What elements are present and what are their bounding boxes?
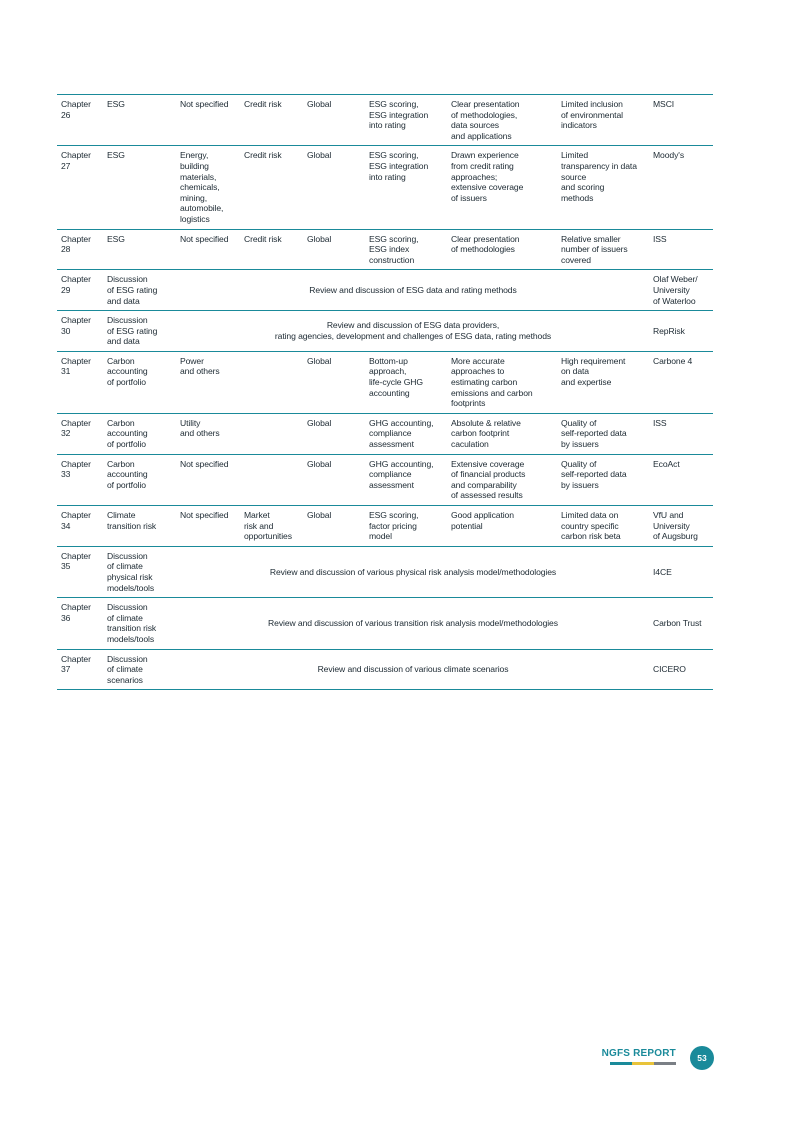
cell-provider: MSCI xyxy=(649,95,713,146)
cell-strength: Extensive coverage of financial products and comparability of assessed results xyxy=(447,454,557,505)
cell-geo: Global xyxy=(303,229,365,270)
cell-chapter: Chapter 30 xyxy=(57,311,103,352)
cell-provider: ISS xyxy=(649,413,713,454)
cell-chapter: Chapter 35 xyxy=(57,546,103,597)
cell-topic: Discussion of climate transition risk models/tools xyxy=(103,598,176,649)
cell-strength: Clear presentation of methodologies, data sources and applications xyxy=(447,95,557,146)
table-body xyxy=(57,95,713,690)
cell-weakness: Limited transparency in data source and scoring methods xyxy=(557,146,649,229)
cell-method: Bottom-up approach, life-cycle GHG accounting xyxy=(365,351,447,413)
cell-summary: Review and discussion of various climate scenarios xyxy=(176,649,649,690)
cell-chapter: Chapter 29 xyxy=(57,270,103,311)
cell-geo: Global xyxy=(303,351,365,413)
cell-topic: Discussion of ESG rating and data xyxy=(103,311,176,352)
cell-method: GHG accounting, compliance assessment xyxy=(365,413,447,454)
cell-topic: Carbon accounting of portfolio xyxy=(103,413,176,454)
cell-weakness: Quality of self-reported data by issuers xyxy=(557,413,649,454)
table-row xyxy=(57,270,713,311)
cell-provider: EcoAct xyxy=(649,454,713,505)
cell-weakness: High requirement on data and expertise xyxy=(557,351,649,413)
footer-bar-segment xyxy=(654,1062,676,1065)
cell-chapter: Chapter 26 xyxy=(57,95,103,146)
cell-risk: Credit risk xyxy=(240,229,303,270)
cell-provider: Carbone 4 xyxy=(649,351,713,413)
table-row xyxy=(57,454,713,505)
cell-chapter: Chapter 31 xyxy=(57,351,103,413)
cell-provider: RepRisk xyxy=(649,311,713,352)
cell-strength: Clear presentation of methodologies xyxy=(447,229,557,270)
cell-summary: Review and discussion of various physical risk analysis model/methodologies xyxy=(176,546,649,597)
cell-sector: Not specified xyxy=(176,229,240,270)
cell-geo: Global xyxy=(303,146,365,229)
cell-strength: More accurate approaches to estimating carbon emissions and carbon footprints xyxy=(447,351,557,413)
cell-provider: Carbon Trust xyxy=(649,598,713,649)
cell-topic: Discussion of ESG rating and data xyxy=(103,270,176,311)
table-row xyxy=(57,413,713,454)
table-row xyxy=(57,649,713,690)
cell-method: ESG scoring, factor pricing model xyxy=(365,506,447,547)
cell-topic: Discussion of climate physical risk models/tools xyxy=(103,546,176,597)
cell-summary: Review and discussion of ESG data and rating methods xyxy=(176,270,649,311)
cell-strength: Absolute & relative carbon footprint caculation xyxy=(447,413,557,454)
cell-provider: CICERO xyxy=(649,649,713,690)
cell-method: ESG scoring, ESG integration into rating xyxy=(365,146,447,229)
cell-geo: Global xyxy=(303,506,365,547)
cell-provider: Olaf Weber/ University of Waterloo xyxy=(649,270,713,311)
cell-risk: Market risk and opportunities xyxy=(240,506,303,547)
cell-chapter: Chapter 37 xyxy=(57,649,103,690)
footer-bar-segment xyxy=(610,1062,632,1065)
cell-topic: Discussion of climate scenarios xyxy=(103,649,176,690)
cell-chapter: Chapter 36 xyxy=(57,598,103,649)
cell-geo: Global xyxy=(303,413,365,454)
cell-summary: Review and discussion of ESG data providers, rating agencies, development and challenges of ESG data, rating methods xyxy=(176,311,649,352)
table-row xyxy=(57,598,713,649)
cell-chapter: Chapter 34 xyxy=(57,506,103,547)
cell-topic: Climate transition risk xyxy=(103,506,176,547)
table-row xyxy=(57,146,713,229)
cell-risk xyxy=(240,351,303,413)
cell-topic: Carbon accounting of portfolio xyxy=(103,454,176,505)
table-row xyxy=(57,311,713,352)
cell-method: ESG scoring, ESG integration into rating xyxy=(365,95,447,146)
cell-geo: Global xyxy=(303,454,365,505)
cell-risk: Credit risk xyxy=(240,95,303,146)
comparison-table xyxy=(57,95,713,690)
cell-sector: Energy, building materials, chemicals, mining, automobile, logistics xyxy=(176,146,240,229)
cell-topic: ESG xyxy=(103,146,176,229)
cell-risk xyxy=(240,413,303,454)
cell-strength: Good application potential xyxy=(447,506,557,547)
cell-summary: Review and discussion of various transition risk analysis model/methodologies xyxy=(176,598,649,649)
cell-sector: Not specified xyxy=(176,506,240,547)
cell-topic: ESG xyxy=(103,95,176,146)
table-row xyxy=(57,229,713,270)
cell-provider: Moody's xyxy=(649,146,713,229)
cell-weakness: Limited data on country specific carbon risk beta xyxy=(557,506,649,547)
cell-weakness: Relative smaller number of issuers covered xyxy=(557,229,649,270)
page-number-badge: 53 xyxy=(690,1046,714,1070)
cell-chapter: Chapter 27 xyxy=(57,146,103,229)
cell-sector: Utility and others xyxy=(176,413,240,454)
footer-color-bar xyxy=(610,1062,676,1065)
cell-provider: I4CE xyxy=(649,546,713,597)
comparison-table-wrapper xyxy=(57,94,713,690)
cell-chapter: Chapter 32 xyxy=(57,413,103,454)
cell-topic: Carbon accounting of portfolio xyxy=(103,351,176,413)
table-row xyxy=(57,351,713,413)
footer-bar-segment xyxy=(632,1062,654,1065)
cell-risk: Credit risk xyxy=(240,146,303,229)
report-label: NGFS REPORT xyxy=(601,1048,676,1059)
table-row xyxy=(57,546,713,597)
cell-method: GHG accounting, compliance assessment xyxy=(365,454,447,505)
cell-topic: ESG xyxy=(103,229,176,270)
cell-risk xyxy=(240,454,303,505)
cell-geo: Global xyxy=(303,95,365,146)
table-row xyxy=(57,95,713,146)
cell-weakness: Quality of self-reported data by issuers xyxy=(557,454,649,505)
cell-provider: VfU and University of Augsburg xyxy=(649,506,713,547)
cell-chapter: Chapter 33 xyxy=(57,454,103,505)
cell-sector: Not specified xyxy=(176,454,240,505)
cell-provider: ISS xyxy=(649,229,713,270)
cell-weakness: Limited inclusion of environmental indicators xyxy=(557,95,649,146)
cell-strength: Drawn experience from credit rating approaches; extensive coverage of issuers xyxy=(447,146,557,229)
cell-chapter: Chapter 28 xyxy=(57,229,103,270)
table-row xyxy=(57,506,713,547)
cell-sector: Power and others xyxy=(176,351,240,413)
cell-method: ESG scoring, ESG index construction xyxy=(365,229,447,270)
cell-sector: Not specified xyxy=(176,95,240,146)
